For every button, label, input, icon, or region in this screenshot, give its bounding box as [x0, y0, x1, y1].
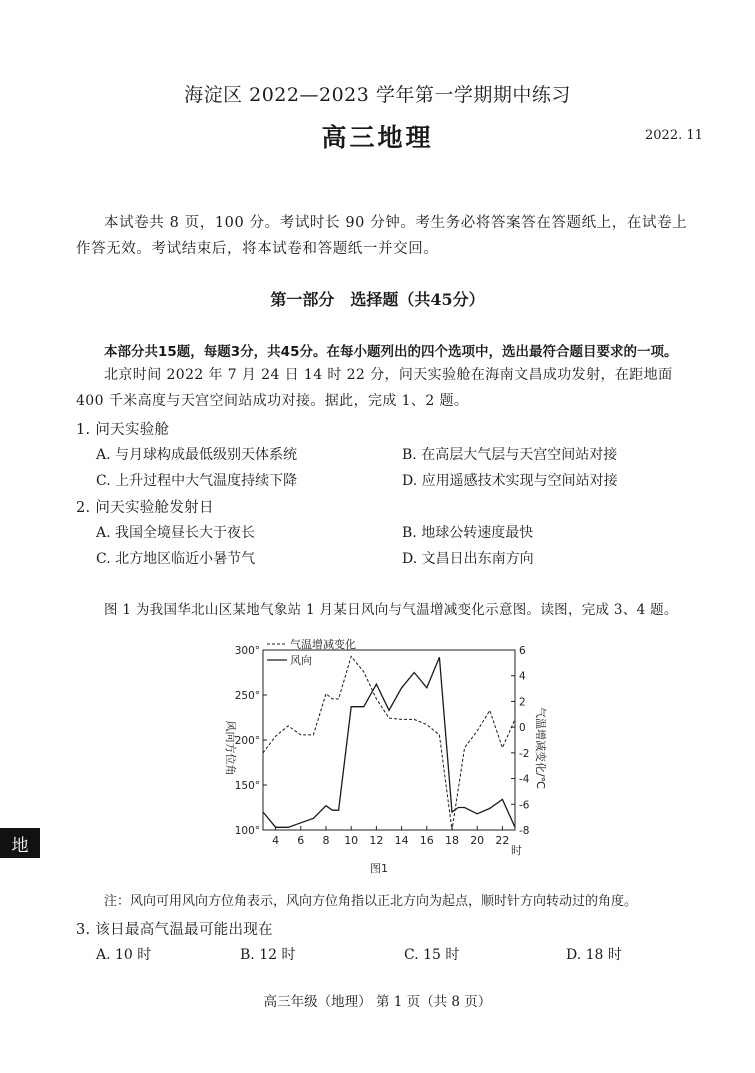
- q2-option-a: A. 我国全境昼长大于夜长: [96, 525, 256, 541]
- left-tick-label: 250°: [234, 690, 260, 702]
- right-tick-label: 0: [519, 722, 526, 735]
- right-tick-label: 2: [519, 696, 526, 709]
- plot-frame: [263, 650, 515, 830]
- x-tick-label: 14: [394, 834, 409, 847]
- right-tick-label: -8: [519, 825, 530, 837]
- x-tick-label: 4: [272, 834, 280, 847]
- x-tick-label: 18: [445, 834, 459, 847]
- figure-1-chart: [215, 632, 545, 880]
- q2-option-b: B. 地球公转速度最快: [402, 525, 534, 541]
- figure-caption: 图1: [370, 862, 388, 875]
- right-tick-label: 6: [519, 645, 526, 657]
- instructions: 本试卷共 8 页，100 分。考试时长 90 分钟。考生务必将答案答在答题纸上，在试卷上作答无效。考试结束后，将本试卷和答题纸一并交回。: [76, 215, 688, 257]
- passage-1: 北京时间 2022 年 7 月 24 日 14 时 22 分，问天实验舱在海南文昌成功发射，在距地面 400 千米高度与天宫空间站成功对接。据此，完成 1、2 题。: [76, 367, 673, 409]
- exam-date: 2022. 11: [645, 128, 703, 143]
- q1-option-b: B. 在高层大气层与天宫空间站对接: [402, 447, 618, 463]
- x-tick-label: 6: [297, 834, 305, 847]
- passage-2: 图 1 为我国华北山区某地气象站 1 月某日风向与气温增减变化示意图。读图，完成 3、4 题。: [104, 602, 678, 618]
- x-tick-label: 20: [470, 834, 485, 847]
- left-tick-label: 200°: [234, 735, 260, 747]
- question-1-stem: 1. 问天实验舱: [76, 422, 170, 438]
- left-tick-label: 300°: [234, 645, 260, 657]
- q1-option-d: D. 应用遥感技术实现与空间站对接: [402, 473, 618, 489]
- temperature-change-line: [263, 656, 515, 830]
- section-title: 第一部分 选择题（共45分）: [270, 290, 485, 309]
- question-2-stem: 2. 问天实验舱发射日: [76, 500, 214, 516]
- x-tick-label: 10: [344, 834, 359, 847]
- x-tick-label: 8: [322, 834, 330, 847]
- section-intro: 本部分共15题，每题3分，共45分。在每小题列出的四个选项中，选出最符合题目要求的一项。: [104, 344, 678, 360]
- q2-option-d: D. 文昌日出东南方向: [402, 551, 534, 567]
- right-tick-label: -4: [519, 773, 530, 786]
- q1-option-c: C. 上升过程中大气温度持续下降: [96, 473, 298, 489]
- x-unit-label: 时: [511, 844, 522, 857]
- wind-direction-line: [263, 657, 515, 827]
- right-axis-label: 气温增减变化/℃: [534, 706, 547, 790]
- exam-title: 海淀区 2022—2023 学年第一学期期中练习: [184, 84, 571, 106]
- q3-option-d: D. 18 时: [566, 947, 622, 963]
- figure-note: 注：风向可用风向方位角表示，风向方位角指以正北方向为起点，顺时针方向转动过的角度。: [104, 894, 638, 909]
- left-tick-label: 100°: [234, 825, 260, 837]
- x-tick-label: 22: [495, 834, 510, 847]
- exam-subject: 高三地理: [321, 123, 434, 152]
- right-tick-label: 4: [519, 670, 526, 683]
- legend-temperature: 气温增减变化: [290, 638, 356, 651]
- left-tick-label: 150°: [234, 780, 260, 792]
- x-tick-label: 16: [419, 834, 434, 847]
- legend-wind: 风向: [290, 654, 312, 667]
- page-footer: 高三年级（地理） 第 1 页（共 8 页）: [263, 994, 492, 1010]
- subject-side-tab: 地: [0, 828, 40, 858]
- q3-option-c: C. 15 时: [404, 947, 460, 963]
- q3-option-a: A. 10 时: [96, 947, 152, 963]
- right-tick-label: -6: [519, 799, 530, 812]
- x-tick-label: 12: [369, 834, 384, 847]
- left-axis-label: 风向方位角: [224, 720, 237, 776]
- q2-option-c: C. 北方地区临近小暑节气: [96, 551, 256, 567]
- question-3-stem: 3. 该日最高气温最可能出现在: [76, 922, 273, 938]
- q1-option-a: A. 与月球构成最低级别天体系统: [96, 447, 298, 463]
- right-tick-label: -2: [519, 747, 530, 760]
- q3-option-b: B. 12 时: [240, 947, 296, 963]
